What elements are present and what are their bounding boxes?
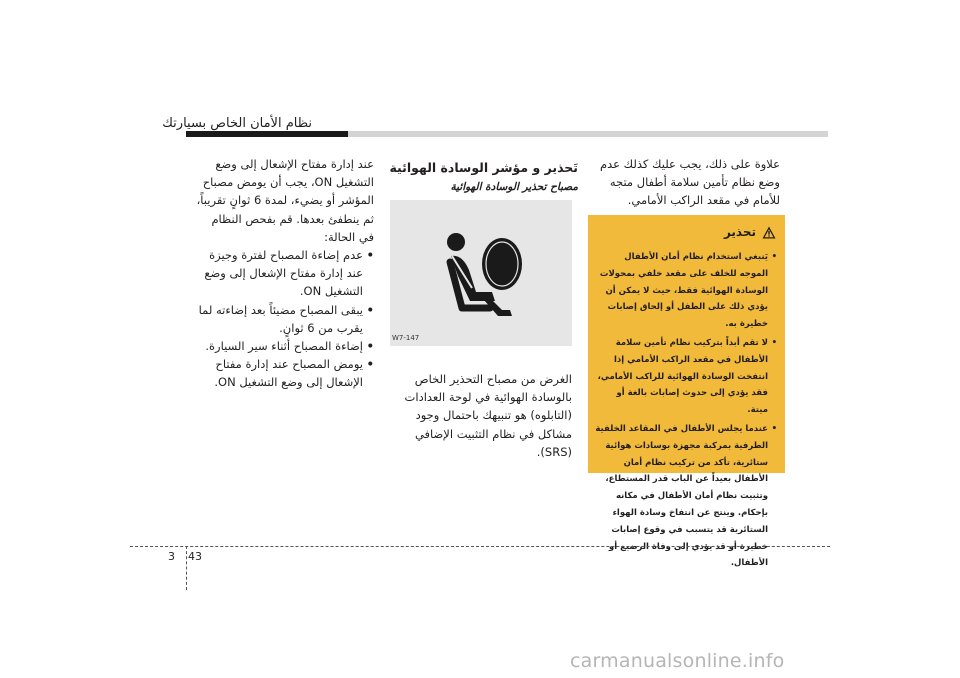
caution-item: • يَنبغي استخدام نظام أمان الأطفال الموجه للخلف على مقعد خلفي بمحولات الوسادة الهوائية فقط، حيث لا يمكن أن يؤدي ذلك على الطفل أو إلحاق إصابات خطيرة به. [594,249,777,333]
header-title: نظام الأمان الخاص بسيارتك [162,116,312,131]
list-item: • يومض المصباح عند إدارة مفتاح الإشعال إلى وضع التشغيل ON. [196,355,374,391]
list-item: • يبقى المصباح مضيئاً بعد إضاءته لما يقرب من 6 ثوانٍ. [196,301,374,337]
list-item: • عدم إضاءة المصباح لفترة وجيزة عند إدارة مفتاح الإشعال إلى وضع التشغيل ON. [196,246,374,301]
caution-list [594,249,777,574]
caution-heading-label: تحذير [723,225,756,239]
caution-item: • لا تقم أبداً بتركيب نظام تأمين سلامة الأطفال في مقعد الراكب الأمامي إذا انتفخت الوسادة الهوائية للراكب الأمامي، فقد يؤدي إلى حدوث إصابات بالغة أو ميتة. [594,335,777,419]
instructions-intro: عند إدارة مفتاح الإشعال إلى وضع التشغيل ON، يجب أن يومض مصباح المؤشر أو يضيء، لمدة 6 ثوانٍ تقريباً، ثم ينطفئ بعدها. قم بفحص النظام في الحالة: [196,157,374,244]
section-heading: تَحذير و مؤشر الوسادة الهوائية [389,160,578,175]
instructions-column [196,155,374,392]
chapter-number: 3 [168,550,175,563]
footer-rule [130,546,830,547]
watermark: carmanualsonline.info [570,650,785,672]
footer-divider [186,546,187,590]
figure-code: W7-147 [392,334,420,342]
intro-paragraph: علاوة على ذلك، يجب عليك كذلك عدم وضع نظام تأمين سلامة أطفال متجه للأمام في مقعد الراكب الأمامي. [600,157,780,208]
header-bar-light [348,131,828,137]
section-subheading: مصباح تحذير الوسادة الهوائية [450,181,578,193]
warning-triangle-icon [762,226,776,239]
page-number: 43 [188,550,202,563]
caution-heading [724,225,776,239]
check-conditions-list [196,246,374,392]
caution-box [588,215,785,569]
airbag-warning-figure [390,200,572,346]
airbag-warning-icon [390,200,572,346]
section-body: الغرض من مصباح التحذير الخاص بالوسادة الهوائية في لوحة العدادات (التابلوه) هو تنبيهك باحتمال وجود مشاكل في نظام التثبيت الإضافي (SRS). [404,372,572,459]
list-item: • إضاءة المصباح أثناء سير السيارة. [196,337,374,355]
caution-item: • عندما يجلس الأطفال في المقاعد الخلفية الطرفية بمركبة مجهزة بوسادات هوائية ستائرية، تأكد من تركيب نظام أمان الأطفال بعيداً عن الباب قدر المستطاع، وتثبيت نظام أمان الأطفال في مكانه بإحكام. وينتج عن انتفاخ وسادة الهواء الستائرية قد يتسبب في وقوع إصابات خطيرة أو قد يؤدي إلى وفاة الرضيع أو الأطفال. [594,421,777,572]
header-bar-dark [186,131,348,137]
